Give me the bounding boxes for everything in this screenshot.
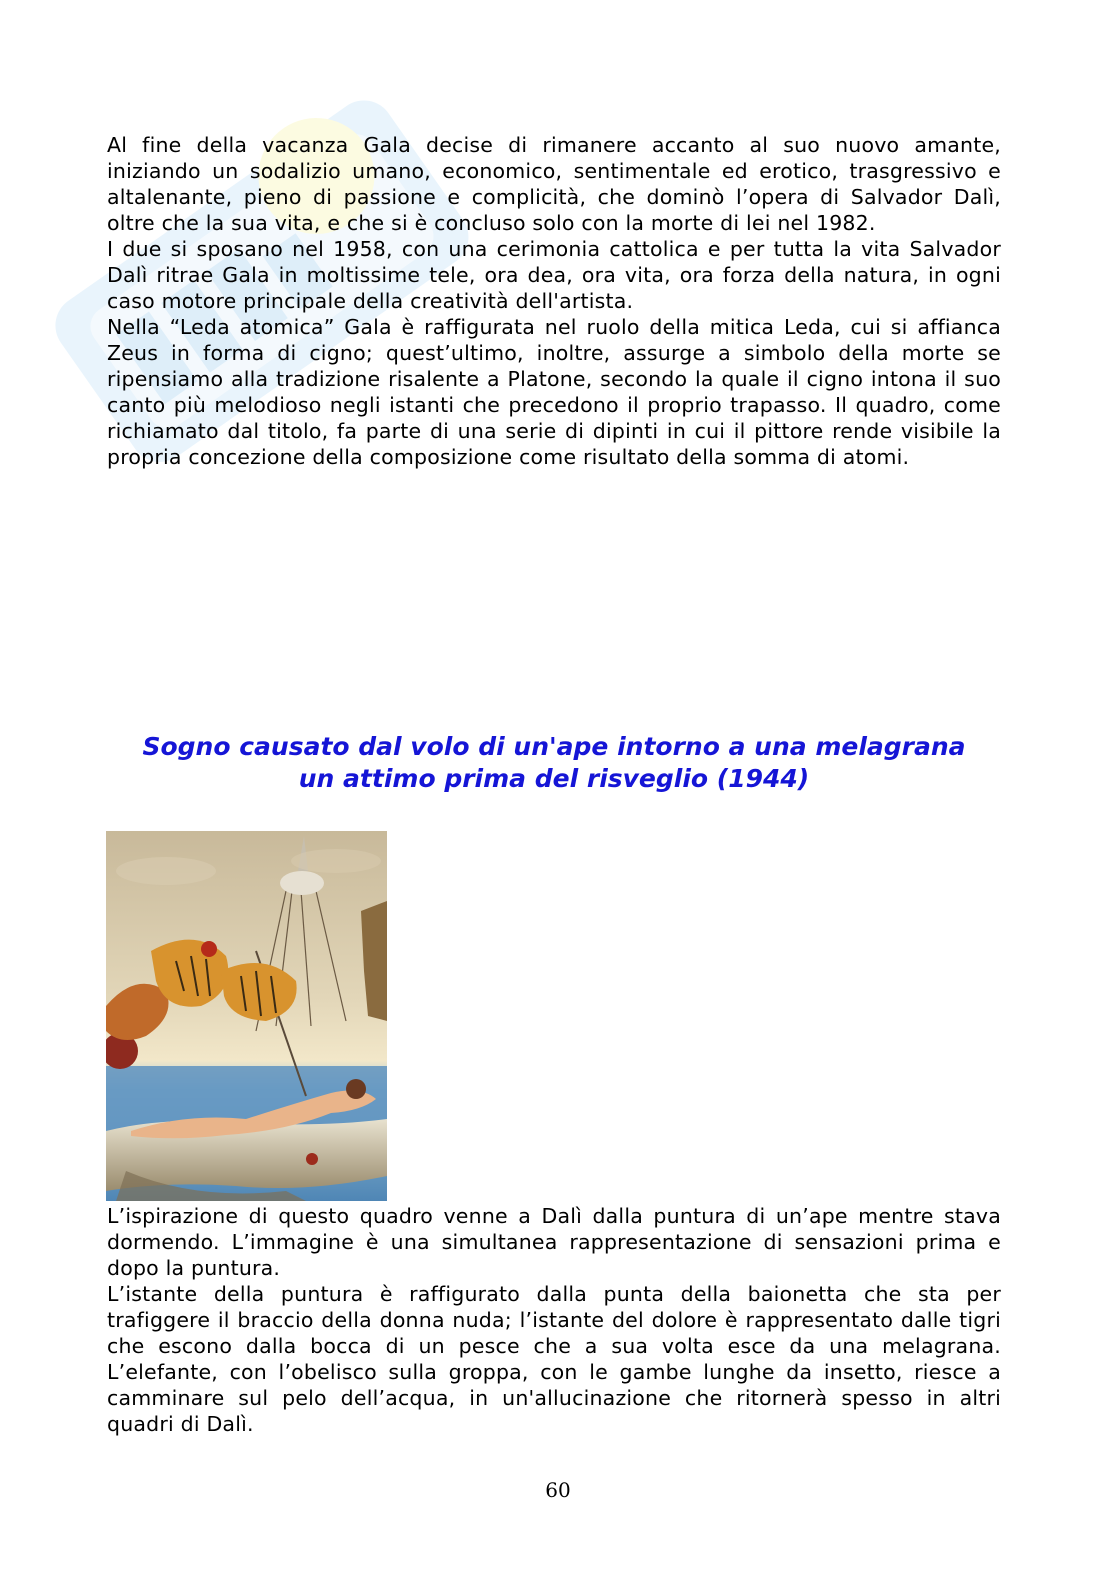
paragraph: Al fine della vacanza Gala decise di rimanere accanto al suo nuovo amante, iniziando un sodalizio umano, economico, sentimentale ed erotico, trasgressivo e altalenante, pieno di passione e complicità, che dominò l’opera di Salvador Dalì, oltre che la sua vita, e che si è concluso solo con la morte di lei nel 1982. xyxy=(107,133,1001,235)
paragraph: Nella “Leda atomica” Gala è raffigurata nel ruolo della mitica Leda, cui si affianca Zeus in forma di cigno; quest’ultimo, inoltre, assurge a simbolo della morte se ripensiamo alla tradizione risalente a Platone, secondo la quale il cigno intona il suo canto più melodioso negli istanti che precedono il proprio trapasso. Il quadro, come richiamato dal titolo, fa parte di una serie di dipinti in cui il pittore rende visibile la propria concezione della composizione come risultato della somma di atomi. xyxy=(107,315,1001,469)
section-heading xyxy=(107,731,1001,795)
heading-line-1: Sogno causato dal volo di un'ape intorno a una melagrana xyxy=(142,732,966,761)
heading-line-2: un attimo prima del risveglio (1944) xyxy=(298,764,810,793)
painting-image xyxy=(106,831,387,1201)
page-number: 60 xyxy=(545,1478,571,1502)
bottom-text-block xyxy=(107,1203,1001,1437)
paragraph: I due si sposano nel 1958, con una cerimonia cattolica e per tutta la vita Salvador Dalì ritrae Gala in moltissime tele, ora dea, ora vita, ora forza della natura, in ogni caso motore principale della creatività dell'artista. xyxy=(107,237,1001,313)
paragraph: L’ispirazione di questo quadro venne a Dalì dalla puntura di un’ape mentre stava dormendo. L’immagine è una simultanea rappresentazione di sensazioni prima e dopo la puntura. xyxy=(107,1204,1001,1280)
paragraph: L’istante della puntura è raffigurato dalla punta della baionetta che sta per trafiggere il braccio della donna nuda; l’istante del dolore è rappresentato dalle tigri che escono dalla bocca di un pesce che a sua volta esce da una melagrana. L’elefante, con l’obelisco sulla groppa, con le gambe lunghe da insetto, riesce a camminare sul pelo dell’acqua, in un'allucinazione che ritornerà spesso in altri quadri di Dalì. xyxy=(107,1282,1001,1436)
top-text-block xyxy=(107,132,1001,470)
